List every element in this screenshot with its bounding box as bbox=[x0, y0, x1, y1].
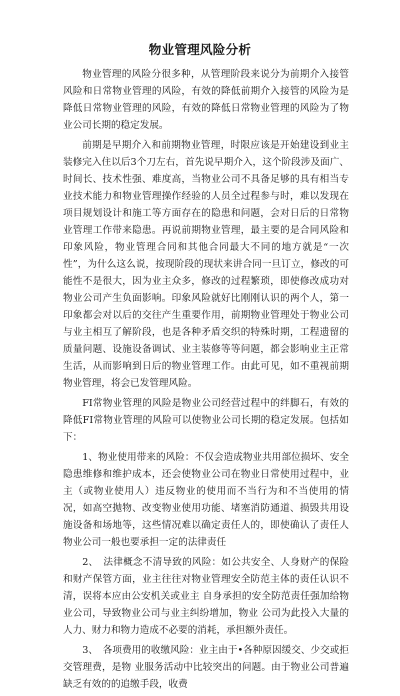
paragraph-intro: 物业管理的风险分很多种，从管理阶段来说分为前期介入接管风险和日常物业管理的风险，有效的降低前期介入接管的风险为是降低日常物业管理的风险，有效的降低日常物业管理的风险为了物业公司长期的稳定发展。 bbox=[63, 69, 349, 131]
paragraph-item-3: 3、 各项费用的收缴风险：业主由于•各种原因缓交、少交或拒交管理费，是物 业服务活动中比较突出的问题。由于物业公司普遍缺乏有效的的追缴手段，收费 bbox=[63, 645, 349, 690]
paragraph-early-stage: 前期是早期介入和前期物业管理，时限应该是开始建设到业主装修完入住以后3个刀左右，首先说早期介入，这个阶段涉及面广、时间长、技术性强、难度高，当物业公司不具备足够的具有相当专业技术能力和物业管理操作经验的人员全过程参与时，难以发现在项目规划设计和施工等方面存在的隐患和问题，会对日后的日常物业管理工作带来隐患。再说前期物业管理，最主要的是合同风险和印象风险，物业管理合同和其他合同最大不同的地方就是“一次性”，为什么这么说，按现阶段的现状来讲合同一旦订立，修改的可能性不是很大，因为业主众多，修改的过程繁琐，即使修改成功对物业公司产生负面影响。印象风险就好比刚刚认识的两个人，第一印象都会对以后的交往产生重要作用，前期物业管理处于物业公司与业主相互了解阶段，也是各种矛盾交织的特殊时期，工程遗留的质量问题、设施设备调试、业主装修等等问题，都会影响业主正常生活，从而影响到日后的物业管理工作。由此可见，如不重视前期物业管理，将会已发管理风险。 bbox=[63, 140, 349, 389]
document-body bbox=[63, 66, 349, 696]
paragraph-item-2: 2、 法律概念不清导致的风险：如公共安全、人身财产的保险和财产保管方面，业主往往对物业管理安全防范主体的责任认识不清，误将本应由公安机关或业主 自身承担的安全防范责任强加给物业公司，导致物业公司与业主纠纷增加，物业 公司为此投入大量的人力、财力和物力造成不必要的消耗，承担额外责任。 bbox=[63, 557, 349, 636]
paragraph-item-1: 1、物业使用带来的风险：不仅会造成物业共用部位损坏、安全隐患维修和维护成本，还会使物业公司在物业日常使用过程中，业主（或物业使用人）违反物业的使用而不当行为和不当使用的情况，如高空抛物、改变物业使用功能、堵塞消防通道、损毁共用设施设备和场地等，这些情况难以确定责任人的，即使确认了责任人物业公司一般也要承担一定的法律责任 bbox=[63, 452, 349, 548]
paragraph-daily-risk: FI常物业管理的风险是物业公司经营过程中的绊脚石，有效的降低FI常物业管理的风险可以使物业公司长期的稳定发展。包括如下： bbox=[63, 398, 349, 443]
page-title: 物业管理风险分析 bbox=[148, 42, 252, 57]
